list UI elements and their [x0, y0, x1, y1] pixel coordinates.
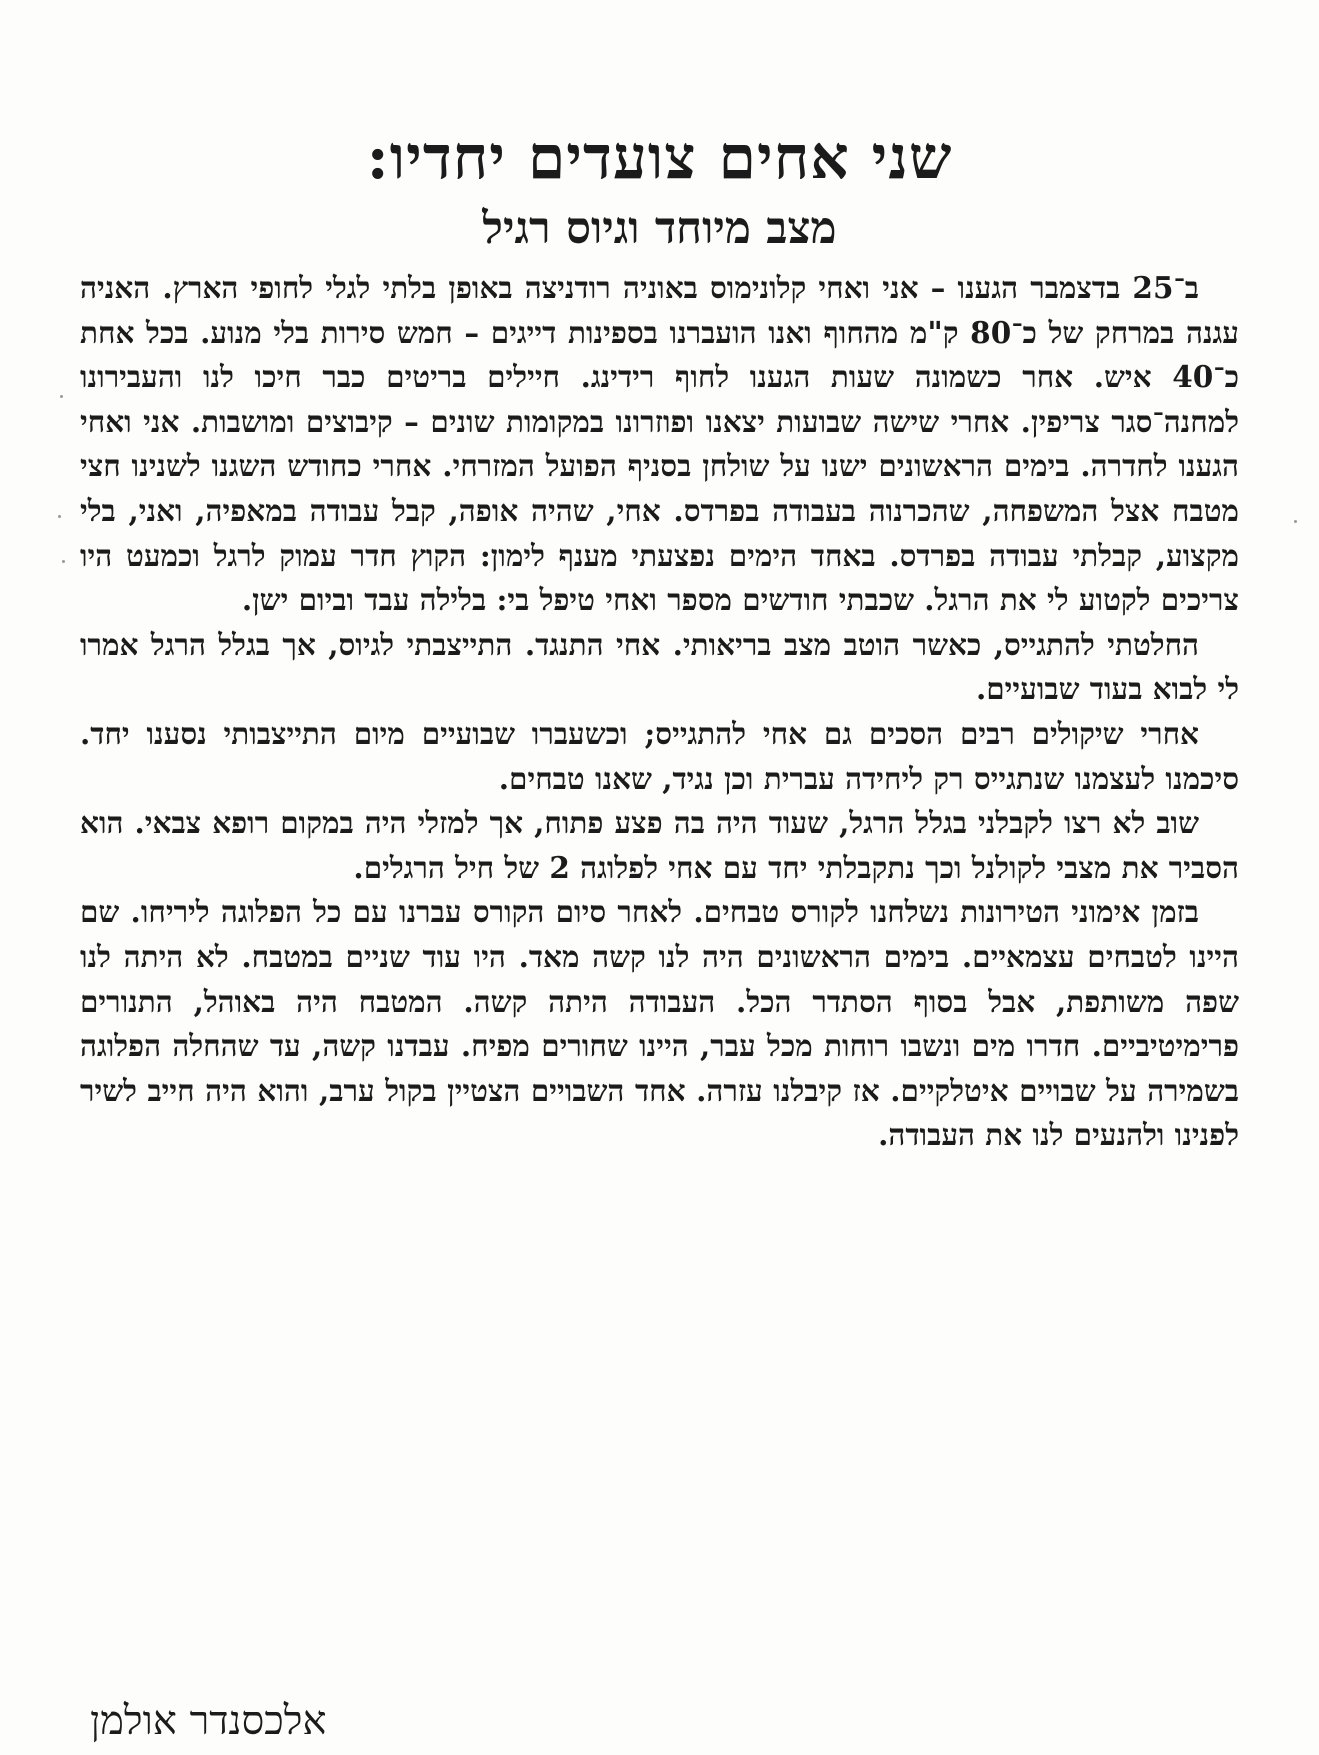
- article-body: [80, 266, 1239, 1158]
- article-title: שני אחים צועדים יחדיו:: [366, 123, 953, 193]
- scan-speck: [62, 560, 65, 563]
- article-subtitle: מצב מיוחד וגיוס רגיל: [482, 203, 837, 254]
- paragraph: אחרי שיקולים רבים הסכים גם אחי להתגייס; וכשעברו שבועיים מיום התייצבותי נסענו יחד. סיכמנו לעצמנו שנתגייס רק ליחידה עברית וכן נגיד, שאנו טבחים.: [80, 715, 1239, 796]
- paragraph: שוב לא רצו לקבלני בגלל הרגל, שעוד היה בה פצע פתוח, אך למזלי היה במקום רופא צבאי. הוא הסביר את מצבי לקולנל וכך נתקבלתי יחד עם אחי לפלוגה 2 של חיל הרגלים.: [80, 805, 1239, 885]
- scan-speck: [58, 515, 61, 518]
- paragraph: בזמן אימוני הטירונות נשלחנו לקורס טבחים. לאחר סיום הקורס עברנו עם כל הפלוגה ליריחו. שם היינו לטבחים עצמאיים. בימים הראשונים היה לנו קשה מאד. היו עוד שניים במטבח. לא היתה לנו שפה משותפת, אבל בסוף הסתדר הכל. העבודה היתה קשה. המטבח היה באוהל, התנורים פרימיטיביים. חדרו מים ונשבו רוחות מכל עבר, היינו שחורים מפיח. עבדנו קשה, עד שהחלה הפלוגה בשמירה על שבויים איטלקיים. אז קיבלנו עזרה. אחד השבויים הצטיין בקול ערב, והוא היה חייב לשיר לפנינו ולהנעים לנו את העבודה.: [80, 894, 1239, 1153]
- scan-speck: [1294, 520, 1297, 523]
- paragraph: החלטתי להתגייס, כאשר הוטב מצב בריאותי. אחי התנגד. התייצבתי לגיוס, אך בגלל הרגל אמרו לי לבוא בעוד שבועיים.: [80, 626, 1239, 707]
- author-signature: אלכסנדר אולמן: [90, 1698, 327, 1744]
- scan-speck: [60, 395, 63, 398]
- paragraph: ב־25 בדצמבר הגענו – אני ואחי קלונימוס באוניה רודניצה באופן בלתי לגלי לחופי הארץ. האניה עגנה במרחק של כ־80 ק"מ מהחוף ואנו הועברנו בספינות דייגים – חמש סירות בלי מנוע. בכל אחת כ־40 איש. אחר כשמונה שעות הגענו לחוף רידינג. חיילים בריטים כבר חיכו לנו והעבירונו למחנה־סגר צריפין. אחרי שישה שבועות יצאנו ופוזרונו במקומות שונים – קיבוצים ומושבות. אני ואחי הגענו לחדרה. בימים הראשונים ישנו על שולחן בסניף הפועל המזרחי. אחרי כחודש השגנו לשנינו חצי מטבח אצל המשפחה, שהכרנוה בעבודה בפרדס. אחי, שהיה אופה, קבל עבודה במאפיה, ואני, בלי מקצוע, קבלתי עבודה בפרדס. באחד הימים נפצעתי מענף לימון: הקוץ חדר עמוק לרגל וכמעט היו צריכים לקטוע לי את הרגל. שכבתי חודשים מספר ואחי טיפל בי: בלילה עבד וביום ישן.: [80, 270, 1239, 618]
